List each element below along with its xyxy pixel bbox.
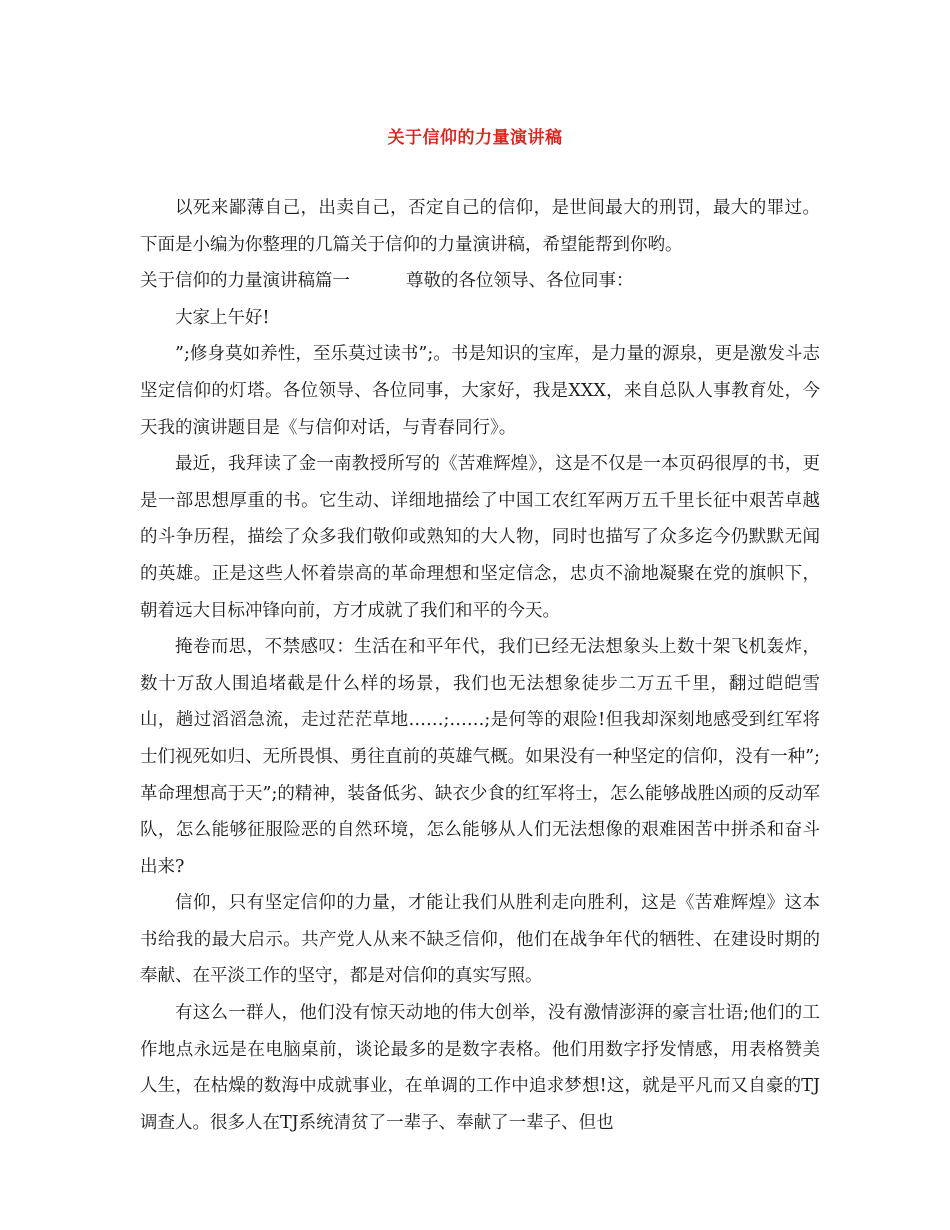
- salutation: 尊敬的各位领导、各位同事：: [406, 271, 634, 292]
- document-title: 关于信仰的力量演讲稿: [387, 128, 563, 148]
- intro-paragraph: 以死来鄙薄自己，出卖自己，否定自己的信仰，是世间最大的刑罚，最大的罪过。下面是小编为你整理的几篇关于信仰的力量演讲稿，希望能帮到你哟。: [140, 198, 820, 255]
- body-paragraph: 有这么一群人，他们没有惊天动地的伟大创举，没有激情澎湃的豪言壮语;他们的工作地点永远是在电脑桌前，谈论最多的是数字表格。他们用数字抒发情感，用表格赞美人生，在枯燥的数海中成就事业，在单调的工作中追求梦想!这，就是平凡而又自豪的TJ调查人。很多人在TJ系统清贫了一辈子、奉献了一辈子、但也: [140, 1003, 820, 1133]
- body-paragraph: 信仰，只有坚定信仰的力量，才能让我们从胜利走向胜利，这是《苦难辉煌》这本书给我的最大启示。共产党人从来不缺乏信仰，他们在战争年代的牺牲、在建设时期的奉献、在平淡工作的坚守，都是对信仰的真实写照。: [140, 893, 820, 987]
- document-body: [140, 190, 820, 1141]
- body-paragraph: ”;修身莫如养性，至乐莫过读书”;。书是知识的宝库，是力量的源泉，更是激发斗志坚定信仰的灯塔。各位领导、各位同事，大家好，我是XXX，来自总队人事教育处，今天我的演讲题目是《与信仰对话，与青春同行》。: [140, 344, 820, 438]
- greeting: 大家上午好!: [175, 307, 270, 328]
- body-paragraph: 掩卷而思，不禁感叹：生活在和平年代，我们已经无法想象头上数十架飞机轰炸，数十万敌人围追堵截是什么样的场景，我们也无法想象徒步二万五千里，翻过皑皑雪山，趟过滔滔急流，走过茫茫草地……;……;是何等的艰险!但我却深刻地感受到红军将士们视死如归、无所畏惧、勇往直前的英雄气概。如果没有一种坚定的信仰，没有一种”;革命理想高于天”;的精神，装备低劣、缺衣少食的红军将士，怎么能够战胜凶顽的反动军队，怎么能够征服险恶的自然环境，怎么能够从人们无法想像的艰难困苦中拼杀和奋斗出来?: [140, 637, 820, 877]
- section-heading-line: [140, 263, 820, 300]
- section-heading: 关于信仰的力量演讲稿篇一: [140, 271, 350, 292]
- body-paragraph: 最近，我拜读了金一南教授所写的《苦难辉煌》，这是不仅是一本页码很厚的书，更是一部思想厚重的书。它生动、详细地描绘了中国工农红军两万五千里长征中艰苦卓越的斗争历程，描绘了众多我们敬仰或熟知的大人物，同时也描写了众多迄今仍默默无闻的英雄。正是这些人怀着崇高的革命理想和坚定信念，忠贞不渝地凝聚在党的旗帜下，朝着远大目标冲锋向前，方才成就了我们和平的今天。: [140, 454, 820, 621]
